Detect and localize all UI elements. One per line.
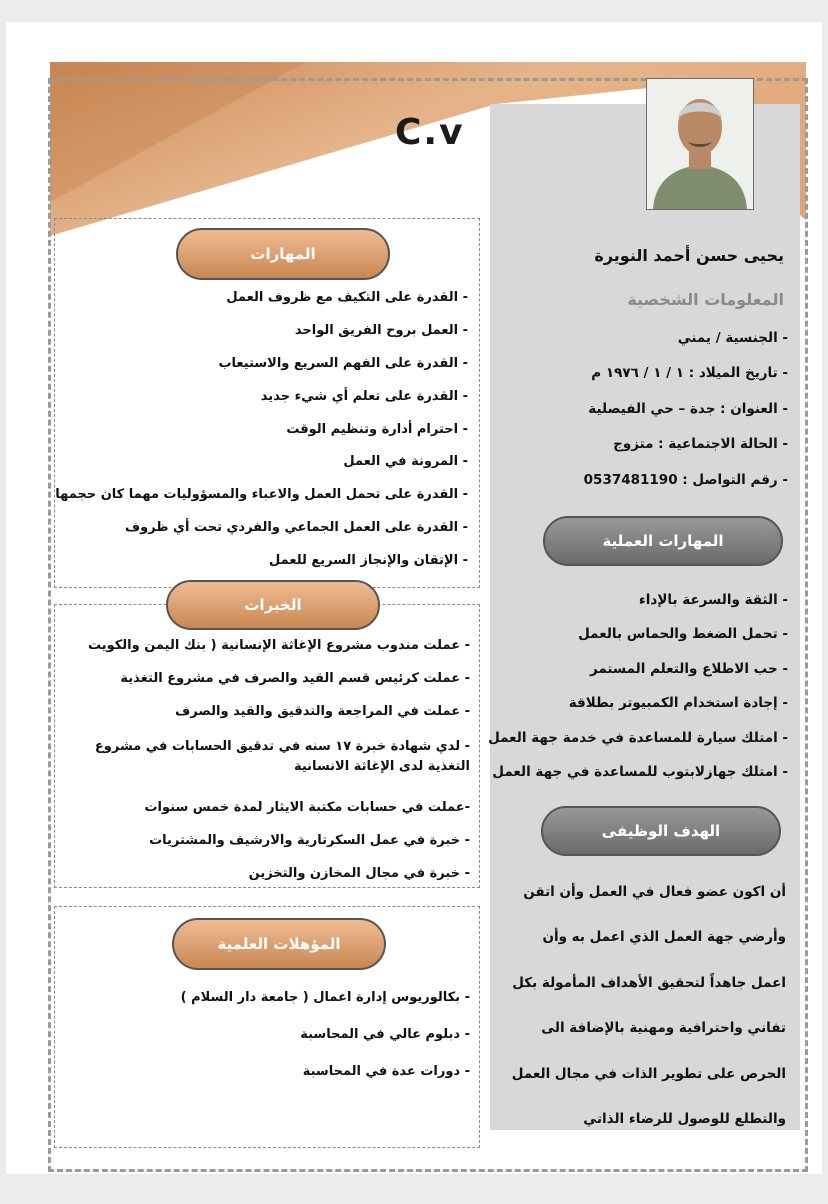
experience-item: - لدي شهادة خبرة ١٧ سنه في تدقيق الحسابات في مشروع التغذية لدى الإغاثة الانسانية xyxy=(94,739,470,774)
experience-item: -عملت في حسابات مكتبة الايثار لمدة خمس سنوات xyxy=(144,800,470,815)
qualification-item: - بكالوريوس إدارة اعمال ( جامعة دار السلام ) xyxy=(180,990,470,1005)
skill-item: - المرونة في العمل xyxy=(343,454,468,470)
qualifications-heading: المؤهلات العلمية xyxy=(172,918,386,970)
skills-heading: المهارات xyxy=(176,228,390,280)
qualification-item: - دبلوم عالي في المحاسبة xyxy=(300,1027,470,1042)
skills-list xyxy=(55,290,468,586)
personal-info-item: - الحالة الاجتماعية : متزوج xyxy=(613,436,788,453)
personal-info-heading: المعلومات الشخصية xyxy=(627,290,784,309)
experience-item: - عملت في المراجعة والتدقيق والقيد والصرف xyxy=(175,704,470,719)
skill-item: - القدرة على التكيف مع ظروف العمل xyxy=(226,290,468,305)
experience-item: - خبرة في مجال المخازن والتخزين xyxy=(248,866,470,881)
cv-title: C.v xyxy=(395,112,465,153)
skill-item: - القدرة على العمل الجماعي والفردي تحت أي ظروف xyxy=(125,520,468,536)
work-skill-item: - حب الاطلاع والتعلم المستمر xyxy=(589,660,788,677)
work-skill-item: - الثقة والسرعة بالإداء xyxy=(638,592,788,608)
work-skills-heading: المهارات العملية xyxy=(543,516,783,566)
qualification-item: - دورات عدة في المحاسبة xyxy=(302,1064,470,1079)
personal-info-item: - العنوان : جدة – حي الفيصلية xyxy=(588,400,788,417)
objective-text: أن اكون عضو فعال في العمل وأن اتقن وأرضي جهة العمل الذي اعمل به وأن اعمل جاهداً لتحقيق الأهداف المأمولة بكل تفاني واحترافية ومهنية بالإضافة الى الحرص على تطوير الذات في مجال العمل والتطلع للوصول للرضاء الذاتي xyxy=(511,884,786,1128)
skill-item: - الإتقان والإنجاز السريع للعمل xyxy=(269,553,468,569)
experience-heading: الخبرات xyxy=(166,580,380,630)
person-photo-icon xyxy=(647,79,753,209)
objective-heading: الهدف الوظيفى xyxy=(541,806,781,856)
skill-item: - القدرة على الفهم السريع والاستيعاب xyxy=(218,355,468,371)
work-skills-list xyxy=(488,592,788,798)
personal-info-item: - رقم التواصل : 0537481190 xyxy=(583,471,788,488)
personal-info-list xyxy=(558,330,788,507)
skill-item: - القدرة على تعلم أي شيء جديد xyxy=(260,388,468,404)
profile-photo xyxy=(646,78,754,210)
skill-item: - العمل بروح الفريق الواحد xyxy=(294,322,468,338)
personal-info-item: - الجنسية / يمني xyxy=(677,330,788,346)
qualifications-list xyxy=(60,990,470,1101)
skill-item: - القدرة على تحمل العمل والاعباء والمسؤوليات مهما كان حجمها xyxy=(55,487,468,503)
work-skill-item: - امتلك سيارة للمساعدة في خدمة جهة العمل xyxy=(488,729,788,746)
work-skill-item: - إجادة استخدام الكمبيوتر بطلاقة xyxy=(568,695,788,712)
experience-item: - خبرة في عمل السكرتارية والارشيف والمشتريات xyxy=(149,833,470,848)
experience-item: - عملت كرئيس قسم القيد والصرف في مشروع التغذية xyxy=(120,671,470,686)
experience-list xyxy=(60,638,470,899)
work-skill-item: - تحمل الضغط والحماس بالعمل xyxy=(578,626,788,643)
person-name: يحيى حسن أحمد النويرة xyxy=(594,246,784,265)
personal-info-item: - تاريخ الميلاد : ١ / ١ / ١٩٧٦ م xyxy=(591,365,788,382)
skill-item: - احترام أدارة وتنظيم الوقت xyxy=(286,421,468,437)
experience-item: - عملت مندوب مشروع الإغاثة الإنسانية ( بنك اليمن والكويت xyxy=(87,638,470,653)
work-skill-item: - امتلك جهازلابتوب للمساعدة في جهة العمل xyxy=(492,763,788,780)
